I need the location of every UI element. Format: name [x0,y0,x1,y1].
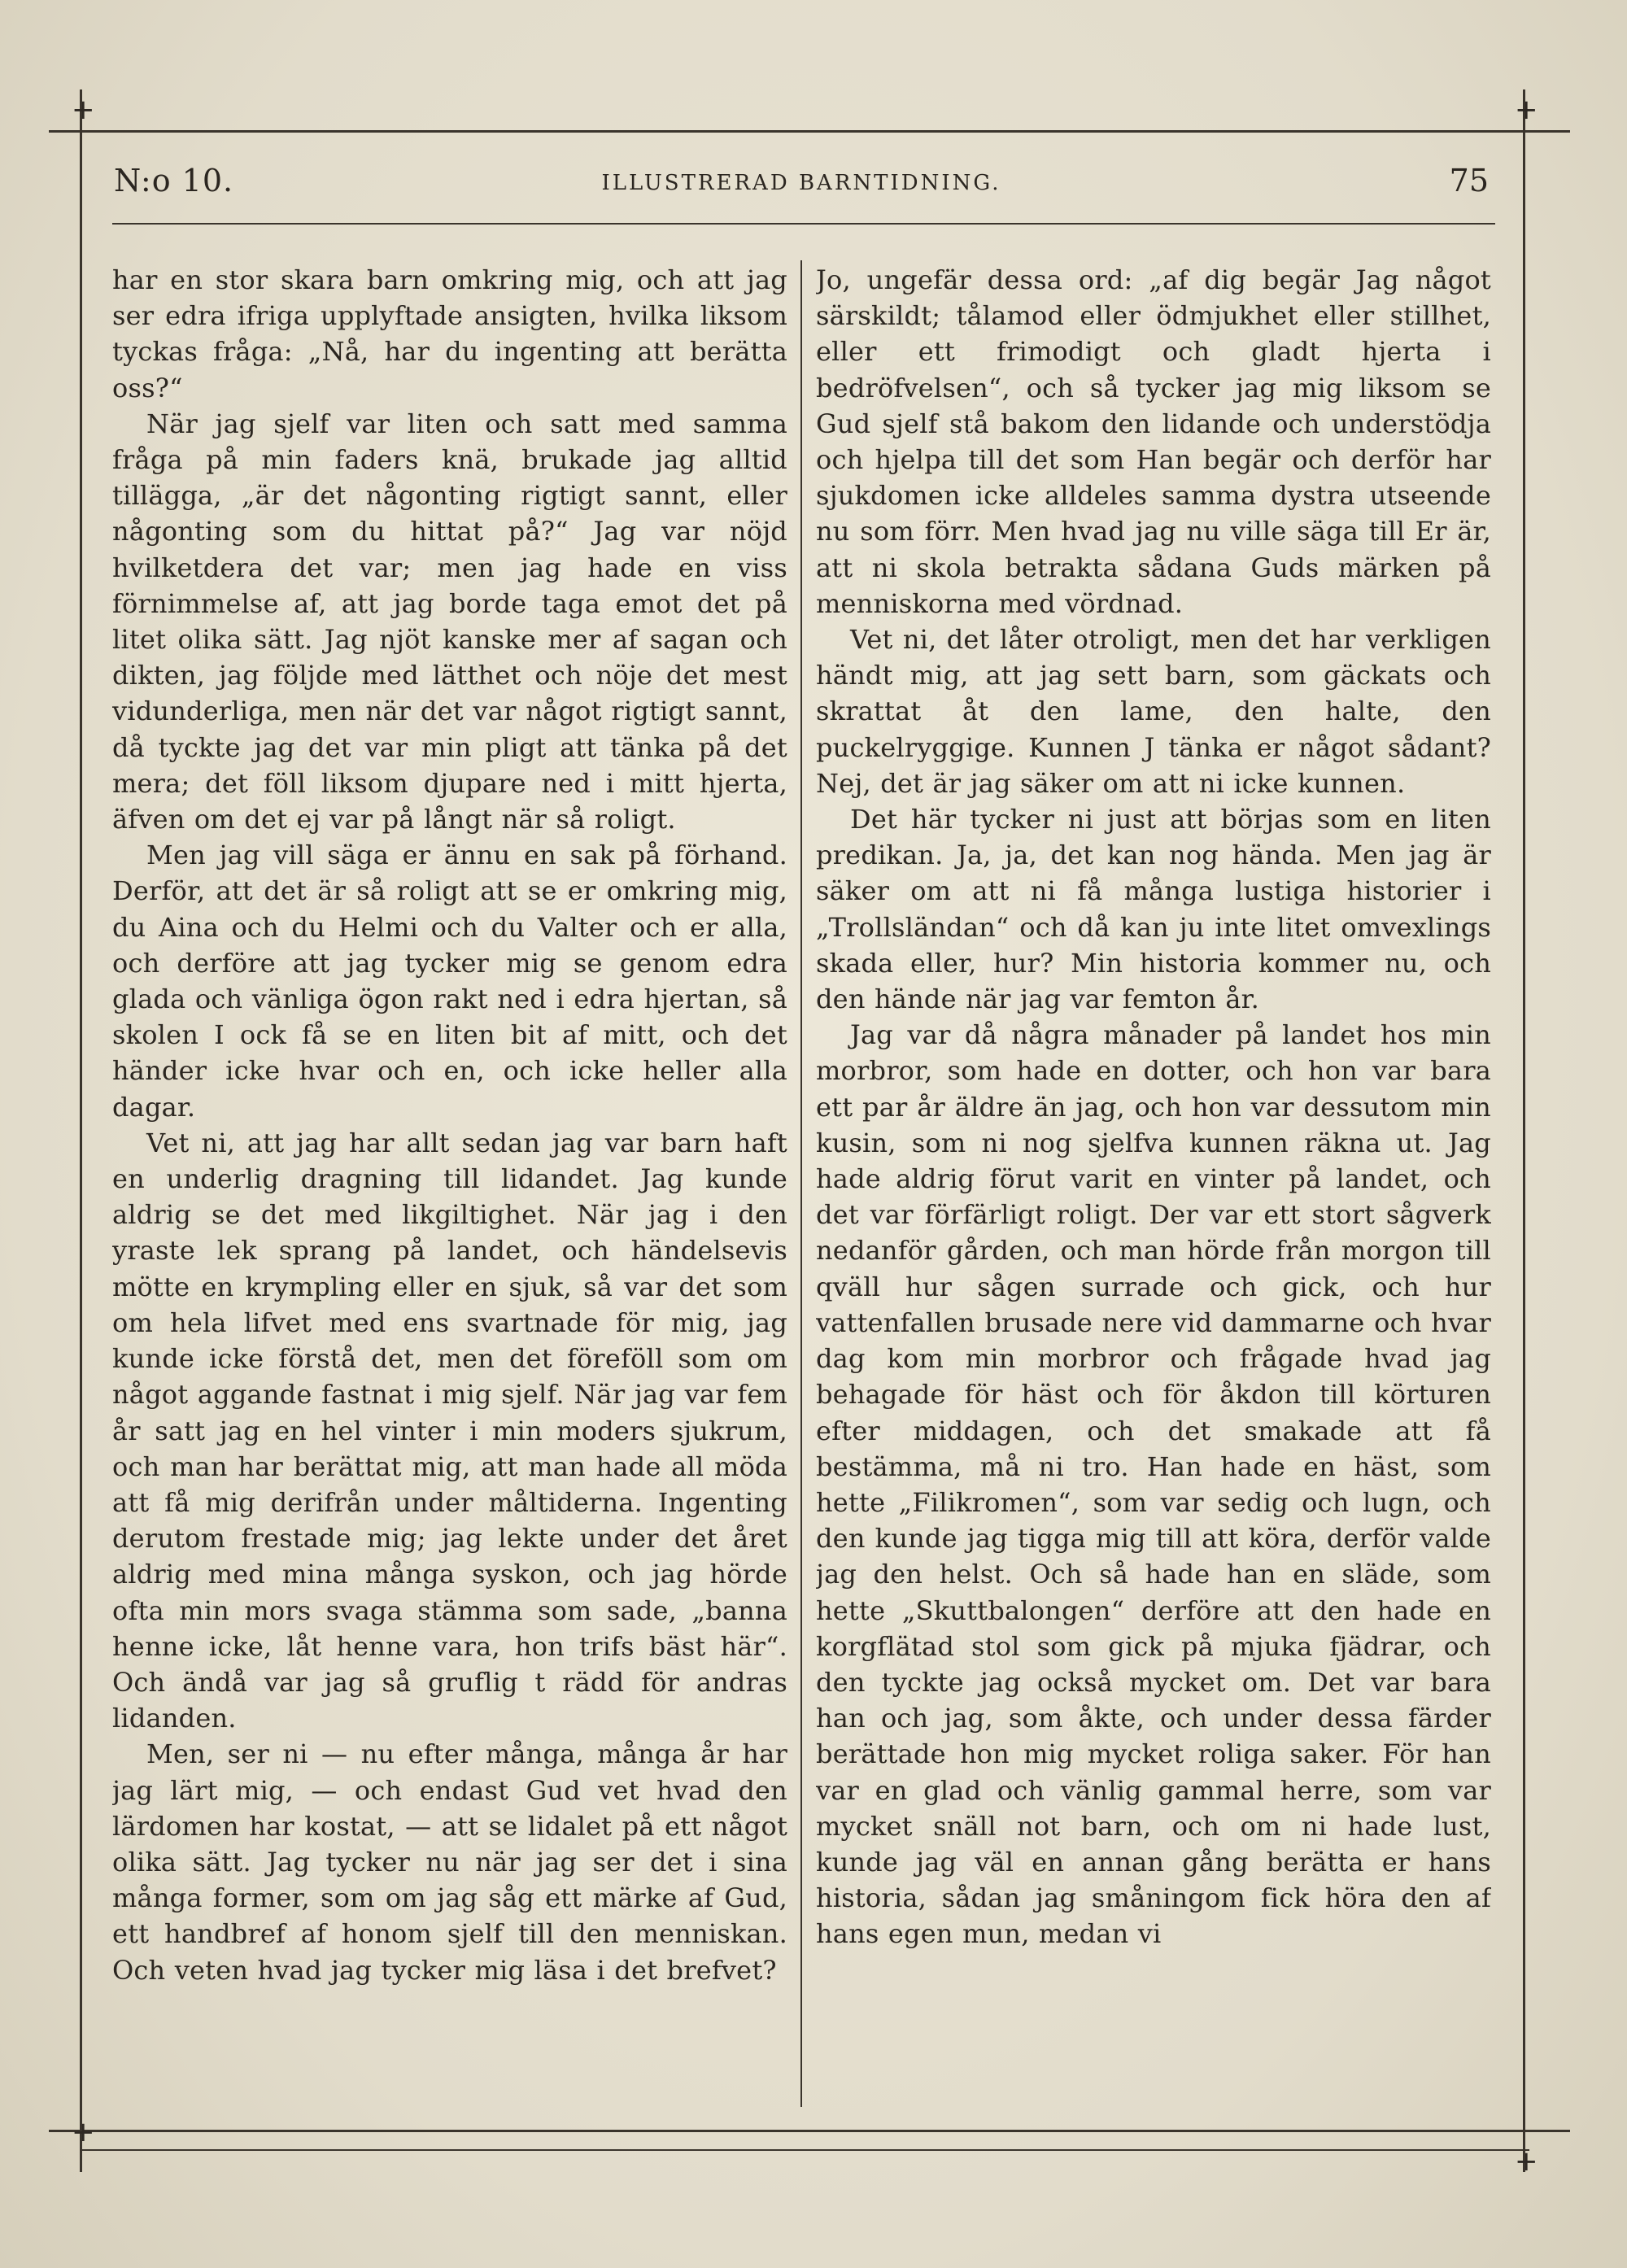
right-frame-rule [1523,89,1525,2172]
paragraph: Vet ni, det låter otroligt, men det har verkligen händt mig, att jag sett barn, som gäckats och skrattat åt den lame, den halte, den puckelryggige. Kunnen J tänka er något sådant? Nej, det är jag säker om att ni icke kunnen. [816,624,1491,799]
registration-cross-bottom-right: + [1515,2145,1538,2178]
bottom-frame-rule [49,2130,1570,2132]
paragraph: Vet ni, att jag har allt sedan jag var barn haft en underlig dragning till lidandet. Jag kunde aldrig se det med likgiltighet. När jag i den yraste lek sprang på landet, och händelsevis mötte en krympling eller en sjuk, så var det som om hela lifvet med ens svartnade för mig, jag kunde icke förstå det, men det föreföll som om något aggande fastnat i mig sjelf. När jag var fem år satt jag en hel vinter i min moders sjukrum, och man har berättat mig, att man hade all möda att få mig derifrån under måltiderna. Ingenting derutom frestade mig; jag lekte under det året aldrig med mina många syskon, och jag hörde ofta min mors svaga stämma som sade, „banna henne icke, låt henne vara, hon trifs bäst här“. Och ändå var jag så gruflig t rädd för andras lidanden. [112,1127,787,1734]
column-divider [800,260,802,2107]
paragraph: Jo, ungefär dessa ord: „af dig begär Jag något särskildt; tålamod eller ödmjukhet eller stillhet, eller ett frimodigt och gladt hjerta i bedröfvelsen“, och så tycker jag mig liksom se Gud sjelf stå bakom den lidande och understödja och hjelpa till det som Han begär och derför har sjukdomen icke alldeles samma dystra utseende nu som förr. Men hvad jag nu ville säga till Er är, att ni skola betrakta sådana Guds märken på menniskorna med vördnad. [816,264,1491,619]
registration-cross-top-right: + [1515,94,1538,126]
left-frame-rule [80,89,82,2172]
bottom-frame-rule-2 [81,2149,1529,2151]
paragraph: När jag sjelf var liten och satt med samma fråga på min faders knä, brukade jag alltid tillägga, „är det någonting rigtigt sannt, eller någonting som du hittat på?“ Jag var nöjd hvilketdera det var; men jag hade en viss förnimmelse af, att jag borde taga emot det på litet olika sätt. Jag njöt kanske mer af sagan och dikten, jag följde med lätthet och nöje det mest vidunderliga, men när det var något rigtigt sannt, då tyckte jag det var min pligt att tänka på det mera; det föll liksom djupare ned i mitt hjerta, äfven om det ej var på långt när så roligt. [112,408,787,835]
right-column [816,262,1491,2109]
paragraph: har en stor skara barn omkring mig, och att jag ser edra ifriga upplyftade ansigten, hvilka liksom tyckas fråga: „Nå, har du ingenting att berätta oss?“ [112,264,787,403]
left-column [112,262,787,2109]
registration-cross-top-left: + [72,94,95,126]
top-frame-rule [49,130,1570,133]
paragraph: Jag var då några månader på landet hos min morbror, som hade en dotter, och hon var bara ett par år äldre än jag, och hon var dessutom min kusin, som ni nog sjelfva kunnen räkna ut. Jag hade aldrig förut varit en vinter på landet, och det var förfärligt roligt. Der var ett stort sågverk nedanför gården, och man hörde från morgon till qväll hur sågen surrade och gick, och hur vattenfallen brusade nere vid dammarne och hvar dag kom min morbror och frågade hvad jag behagade för häst och för åkdon till körturen efter middagen, och det smakade att få bestämma, må ni tro. Han hade en häst, som hette „Filikromen“, som var sedig och lugn, och den kunde jag tigga mig till att köra, derför valde jag den helst. Och så hade han en släde, som hette „Skuttbalongen“ derföre att den hade en korgflätad stol som gick på mjuka fjädrar, och den tyckte jag också mycket om. Det var bara han och jag, som åkte, och under dessa färder berättade hon mig mycket roliga saker. För han var en glad och vänlig gammal herre, som var mycket snäll not barn, och om ni hade lust, kunde jag väl en annan gång berätta er hans historia, sådan jag småningom fick höra den af hans egen mun, medan vi [816,1019,1491,1950]
paragraph: Det här tycker ni just att börjas som en liten predikan. Ja, ja, det kan nog hända. Men jag är säker om att ni få många lustiga historier i „Trollsländan“ och då kan ju inte litet omvexlings skada eller, hur? Min historia kommer nu, och den hände när jag var femton år. [816,804,1491,1015]
registration-cross-bottom-left: + [72,2116,95,2148]
header-rule [112,223,1495,225]
publication-title: ILLUSTRERAD BARNTIDNING. [601,171,1001,195]
paragraph: Men, ser ni — nu efter många, många år har jag lärt mig, — och endast Gud vet hvad den lärdomen har kostat, — att se lidalet på ett något olika sätt. Jag tycker nu när jag ser det i sina många former, som om jag såg ett märke af Gud, ett handbref af honom sjelf till den menniskan. Och veten hvad jag tycker mig läsa i det brefvet? [112,1738,787,1986]
running-header [114,163,1489,212]
paragraph: Men jag vill säga er ännu en sak på förhand. Derför, att det är så roligt att se er omkring mig, du Aina och du Helmi och du Valter och er alla, och derföre att jag tycker mig se genom edra glada och vänliga ögon rakt ned i edra hjertan, så skolen I ock få se en liten bit af mitt, och det händer icke hvar och en, och icke heller alla dagar. [112,840,787,1123]
issue-number: N:o 10. [114,163,234,198]
page-number: 75 [1449,163,1489,198]
